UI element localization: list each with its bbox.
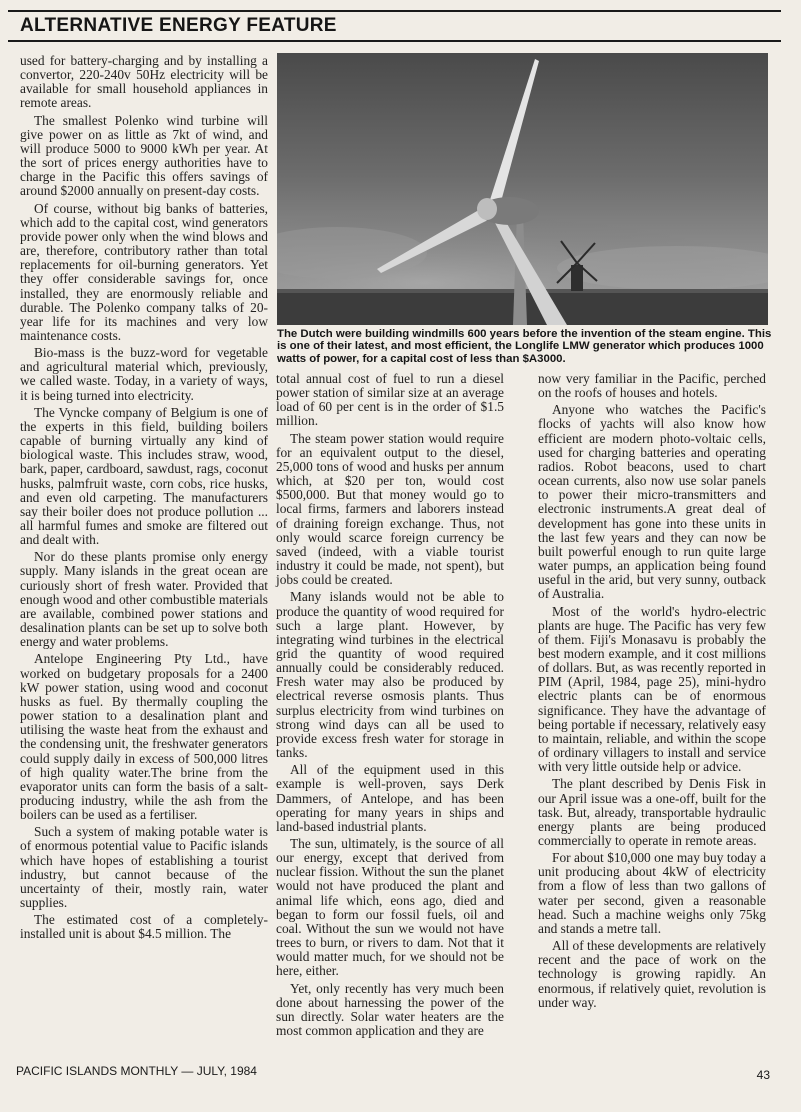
- paragraph: Nor do these plants promise only energy supply. Many islands in the great ocean are curiously short of fresh water. Provided that enough wood and other combustible materials are available, combined power stations and desalination plants can be set up to solve both energy and water problems.: [20, 549, 268, 650]
- paragraph: Anyone who watches the Pacific's flocks of yachts will also know how efficient are modern photo-voltaic cells, used for charging batteries and operating radios. Robot beacons, used to chart ocean currents, also now use solar panels to power their micro-transmitters and electronic instruments.A great deal of development has gone into these units in the last few years and they can now be built powerful enough to run quite large water pumps, an application being found useful in the arid, but very sunny, outback of Australia.: [538, 402, 766, 602]
- paragraph: Many islands would not be able to produce the quantity of wood required for such a large plant. However, by integrating wind turbines in the electrical grid the quantity of wood required annually could be considerably reduced. Fresh water may also be produced by electrical reverse osmosis plants. Thus surplus electricity from wind turbines on strong wind days can all be used to provide excess fresh water for storage in tanks.: [276, 589, 504, 761]
- wind-turbine-image: [277, 53, 768, 325]
- paragraph: The Vyncke company of Belgium is one of the experts in this field, building boilers capable of burning virtually any kind of biological waste. This includes straw, wood, bark, paper, cardboard, sawdust, rags, coconut husks, palmfruit waste, corn cobs, rice husks, and even old carpeting. The manufacturers say their boiler does not produce pollution ... all harmful fumes and smoke are filtered out and dealt with.: [20, 404, 268, 548]
- paragraph: All of these developments are relatively recent and the pace of work on the technology is growing rapidly. An enormous, if relatively quiet, revolution is under way.: [538, 938, 766, 1010]
- paragraph: Bio-mass is the buzz-word for vegetable and agricultural material which, previously, we called waste. Today, in a variety of ways, it is being turned into electricity.: [20, 345, 268, 403]
- paragraph: The sun, ultimately, is the source of all our energy, except that derived from nuclear fission. Without the sun the planet would not have produced the plant and animal life which, eons ago, died and began to form our fossil fuels, oil and coal. Without the sun we would not have trees to burn, or rivers to dam. Not that it would matter much, for we should not be here, either.: [276, 836, 504, 979]
- page-number: 43: [756, 1068, 770, 1082]
- paragraph: Antelope Engineering Pty Ltd., have worked on budgetary proposals for a 2400 kW power station, using wood and coconut husks as fuel. By thermally coupling the power station to a desalination plant and utilising the waste heat from the exhaust and the condensing unit, the freshwater generators could supply daily in excess of 500,000 litres of high quality water.The brine from the evaporator units can form the basis of a salt-producing industry, while the ash from the boilers can be used as a fertiliser.: [20, 651, 268, 823]
- publication-footer: PACIFIC ISLANDS MONTHLY — JULY, 1984: [16, 1064, 257, 1078]
- paragraph: The smallest Polenko wind turbine will give power on as little as 7kt of wind, and will produce 5000 to 9000 kWh per year. At the sort of prices energy authorities have to charge in the Pacific this offers savings of around $2000 annually on present-day costs.: [20, 112, 268, 199]
- paragraph: Yet, only recently has very much been done about harnessing the power of the sun directly. Solar water heaters are the most common application and they are: [276, 980, 504, 1039]
- paragraph: used for battery-charging and by installing a convertor, 220-240v 50Hz electricity will be available for small household appliances in remote areas.: [20, 53, 268, 111]
- column-right: [538, 372, 766, 1013]
- windmill-photo: [277, 53, 768, 325]
- paragraph: For about $10,000 one may buy today a unit producing about 4kW of electricity from a flow of less than two gallons of water per second, given a reasonable head. Such a machine weighs only 75kg and stands a metre tall.: [538, 850, 766, 936]
- paragraph: The plant described by Denis Fisk in our April issue was a one-off, built for the task. But, already, transportable hydraulic energy plants are being produced commercially to operate in remote areas.: [538, 776, 766, 848]
- paragraph: Such a system of making potable water is of enormous potential value to Pacific islands which have hopes of establishing a tourist industry, but cannot because of the uncertainty of their, mostly rain, water supplies.: [20, 824, 268, 911]
- section-header: [20, 14, 782, 38]
- paragraph: now very familiar in the Pacific, perched on the roofs of houses and hotels.: [538, 371, 766, 401]
- paragraph: The steam power station would require for an equivalent output to the diesel, 25,000 tons of wood and husks per annum which, at $20 per ton, would cost $500,000. But that money would go to local firms, farmers and laborers instead of draining foreign exchange. Thus, not only would scarce foreign currency be saved (indeed, with a viable tourist industry it could be made, not spent), but jobs could be created.: [276, 430, 504, 588]
- column-middle: [276, 372, 504, 1041]
- paragraph: Of course, without big banks of batteries, which add to the capital cost, wind generators provide power only when the wind blows and are, therefore, contributory rather than total replacements for oil-burning generators. Yet they offer considerable savings for, once installed, they are enormously reliable and durable. The Polenko company talks of 20-year life for its machines and very low maintenance costs.: [20, 200, 268, 343]
- paragraph: All of the equipment used in this example is well-proven, says Derk Dammers, of Antelope, and has been operating for many years in ships and land-based industrial plants.: [276, 762, 504, 834]
- column-left: [20, 54, 268, 945]
- photo-caption: The Dutch were building windmills 600 years before the invention of the steam engine. This is one of their latest, and most efficient, the Longlife LMW generator which produces 1000 watts of power, for a capital cost of less than $A3000.: [277, 328, 772, 365]
- paragraph: total annual cost of fuel to run a diesel power station of similar size at an average load of 60 per cent is in the order of $1.5 million.: [276, 371, 504, 429]
- top-rule: [8, 10, 781, 12]
- header-rule: [8, 40, 781, 42]
- section-title: ALTERNATIVE ENERGY FEATURE: [20, 15, 337, 36]
- paragraph: The estimated cost of a completely-installed unit is about $4.5 million. The: [20, 912, 268, 942]
- paragraph: Most of the world's hydro-electric plants are huge. The Pacific has very few of them. Fiji's Monasavu is probably the best modern example, and it cost millions of dollars. But, as was recently reported in PIM (April, 1984, page 25), mini-hydro electric plants can be of enormous significance. They have the advantage of being portable if necessary, relatively easy to maintain, reliable, and within the scope of ordinary villagers to install and service with very little outside help or advice.: [538, 603, 766, 775]
